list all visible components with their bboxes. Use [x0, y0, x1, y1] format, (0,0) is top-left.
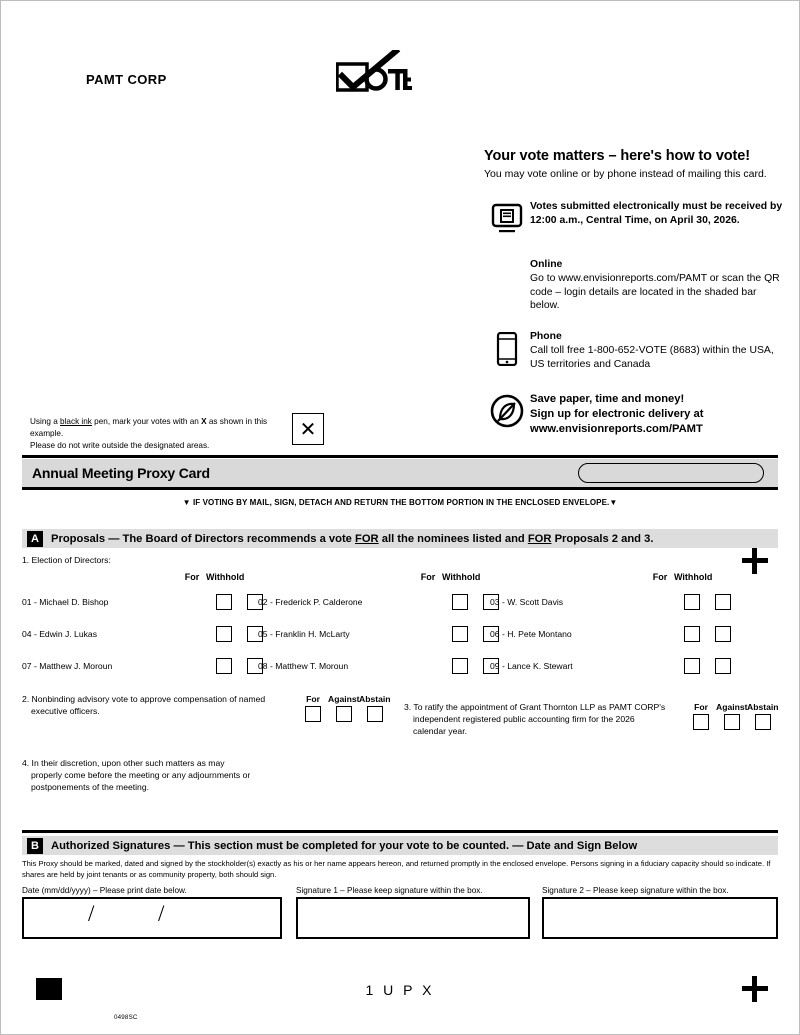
sec-a-title-post: Proposals 2 and 3.: [551, 532, 654, 545]
form-code: 0498SC: [114, 1014, 138, 1021]
col3-withhold-header: Withhold: [674, 572, 713, 582]
proposal-4-line1: 4. In their discretion, upon other such matters as may: [22, 758, 225, 768]
phone-heading: Phone: [530, 331, 562, 342]
date-slash-1: /: [88, 901, 95, 926]
green-line-1: Save paper, time and money!: [530, 393, 685, 405]
signature-instructions: This Proxy should be marked, dated and signed by the stockholder(s) exactly as his or her name appears hereon, and returned promptly in the enclosed envelope. Persons signing in a fiduciary capacity should so indicate. If shares are held by joint tenants or as community property, both should sign.: [22, 859, 771, 879]
col2-withhold-header: Withhold: [442, 572, 481, 582]
col2-for-header: For: [420, 572, 436, 582]
nominee-name: 06 - H. Pete Montano: [490, 629, 572, 639]
col1-for-header: For: [184, 572, 200, 582]
ink-line1-pre: Using a: [30, 417, 61, 426]
ink-black-ink-underline: black ink: [60, 417, 92, 426]
date-slash-2: /: [158, 901, 165, 926]
proposal-3-line3: calendar year.: [413, 725, 467, 736]
nominee-name: 09 - Lance K. Stewart: [490, 661, 573, 671]
ink-line2: Please do not write outside the designated areas.: [30, 440, 210, 450]
ink-x-bold: X: [201, 417, 207, 426]
ink-line1-post: as shown in this example.: [30, 417, 268, 438]
signature1-label: Signature 1 – Please keep signature within the box.: [296, 886, 483, 895]
ink-line1-mid: pen, mark your votes with an: [91, 417, 202, 426]
col3-for-header: For: [652, 572, 668, 582]
nominee-name: 08 - Matthew T. Moroun: [258, 661, 349, 671]
section-b-title: Authorized Signatures — This section must be completed for your vote to be counted. — Date and Sign Below: [51, 839, 638, 852]
upx-code: 1 U P X: [365, 982, 435, 998]
election-of-directors-label: 1. Election of Directors:: [22, 555, 111, 565]
vote-matters-title: Your vote matters – here's how to vote!: [484, 148, 750, 164]
sec-a-title-pre: Proposals — The Board of Directors recommends a vote: [51, 532, 356, 545]
p3-for-header: For: [694, 702, 708, 712]
proposal-3-line1: 3. To ratify the appointment of Grant Thornton LLP as PAMT CORP's: [404, 702, 666, 712]
section-b-letter: B: [27, 838, 43, 854]
electronic-deadline-text: Votes submitted electronically must be received by 12:00 a.m., Central Time, on April 30, 2026.: [530, 201, 783, 226]
example-x-mark: ✕: [299, 418, 317, 441]
sec-a-for-2: FOR: [527, 532, 552, 545]
p2-for-header: For: [306, 694, 320, 704]
nominee-name: 01 - Michael D. Bishop: [22, 597, 109, 607]
phone-text: Call toll free 1-800-652-VOTE (8683) within the USA, US territories and Canada: [530, 344, 774, 370]
col1-withhold-header: Withhold: [206, 572, 245, 582]
nominee-name: 03 - W. Scott Davis: [490, 597, 564, 607]
proposal-2-line1: 2. Nonbinding advisory vote to approve compensation of named: [22, 694, 266, 704]
online-heading: Online: [530, 259, 563, 270]
nominee-name: 07 - Matthew J. Moroun: [22, 661, 113, 671]
p2-against-header: Against: [328, 694, 360, 704]
nominee-name: 04 - Edwin J. Lukas: [22, 629, 97, 639]
proposal-4-line3: postponements of the meeting.: [31, 782, 150, 793]
vote-matters-subtitle: You may vote online or by phone instead of mailing this card.: [484, 168, 767, 180]
proposal-3-line2: independent registered public accounting firm for the 2026: [413, 713, 635, 724]
date-field-label: Date (mm/dd/yyyy) – Please print date below.: [22, 886, 187, 895]
p3-abstain-header: Abstain: [747, 702, 779, 712]
detach-instruction: ▼ IF VOTING BY MAIL, SIGN, DETACH AND RETURN THE BOTTOM PORTION IN THE ENCLOSED ENVELOPE.▼: [182, 498, 618, 507]
sec-a-title-mid: all the nominees listed and: [378, 532, 528, 545]
nominee-name: 05 - Franklin H. McLarty: [258, 629, 350, 639]
page-title: Annual Meeting Proxy Card: [32, 465, 210, 481]
green-line-3: www.envisionreports.com/PAMT: [530, 423, 703, 435]
proposal-2-line2: executive officers.: [31, 705, 100, 716]
online-text: Go to www.envisionreports.com/PAMT or scan the QR code – login details are located in the shaded bar below.: [530, 272, 780, 312]
section-a-letter: A: [27, 531, 43, 547]
sec-a-for-1: FOR: [355, 532, 379, 545]
proposal-4-line2: properly come before the meeting or any adjournments or: [31, 770, 251, 781]
company-name: PAMT CORP: [86, 72, 167, 87]
green-line-2: Sign up for electronic delivery at: [530, 408, 704, 420]
nominee-name: 02 - Frederick P. Calderone: [258, 597, 363, 607]
signature2-label: Signature 2 – Please keep signature within the box.: [542, 886, 729, 895]
p2-abstain-header: Abstain: [359, 694, 391, 704]
p3-against-header: Against: [716, 702, 748, 712]
